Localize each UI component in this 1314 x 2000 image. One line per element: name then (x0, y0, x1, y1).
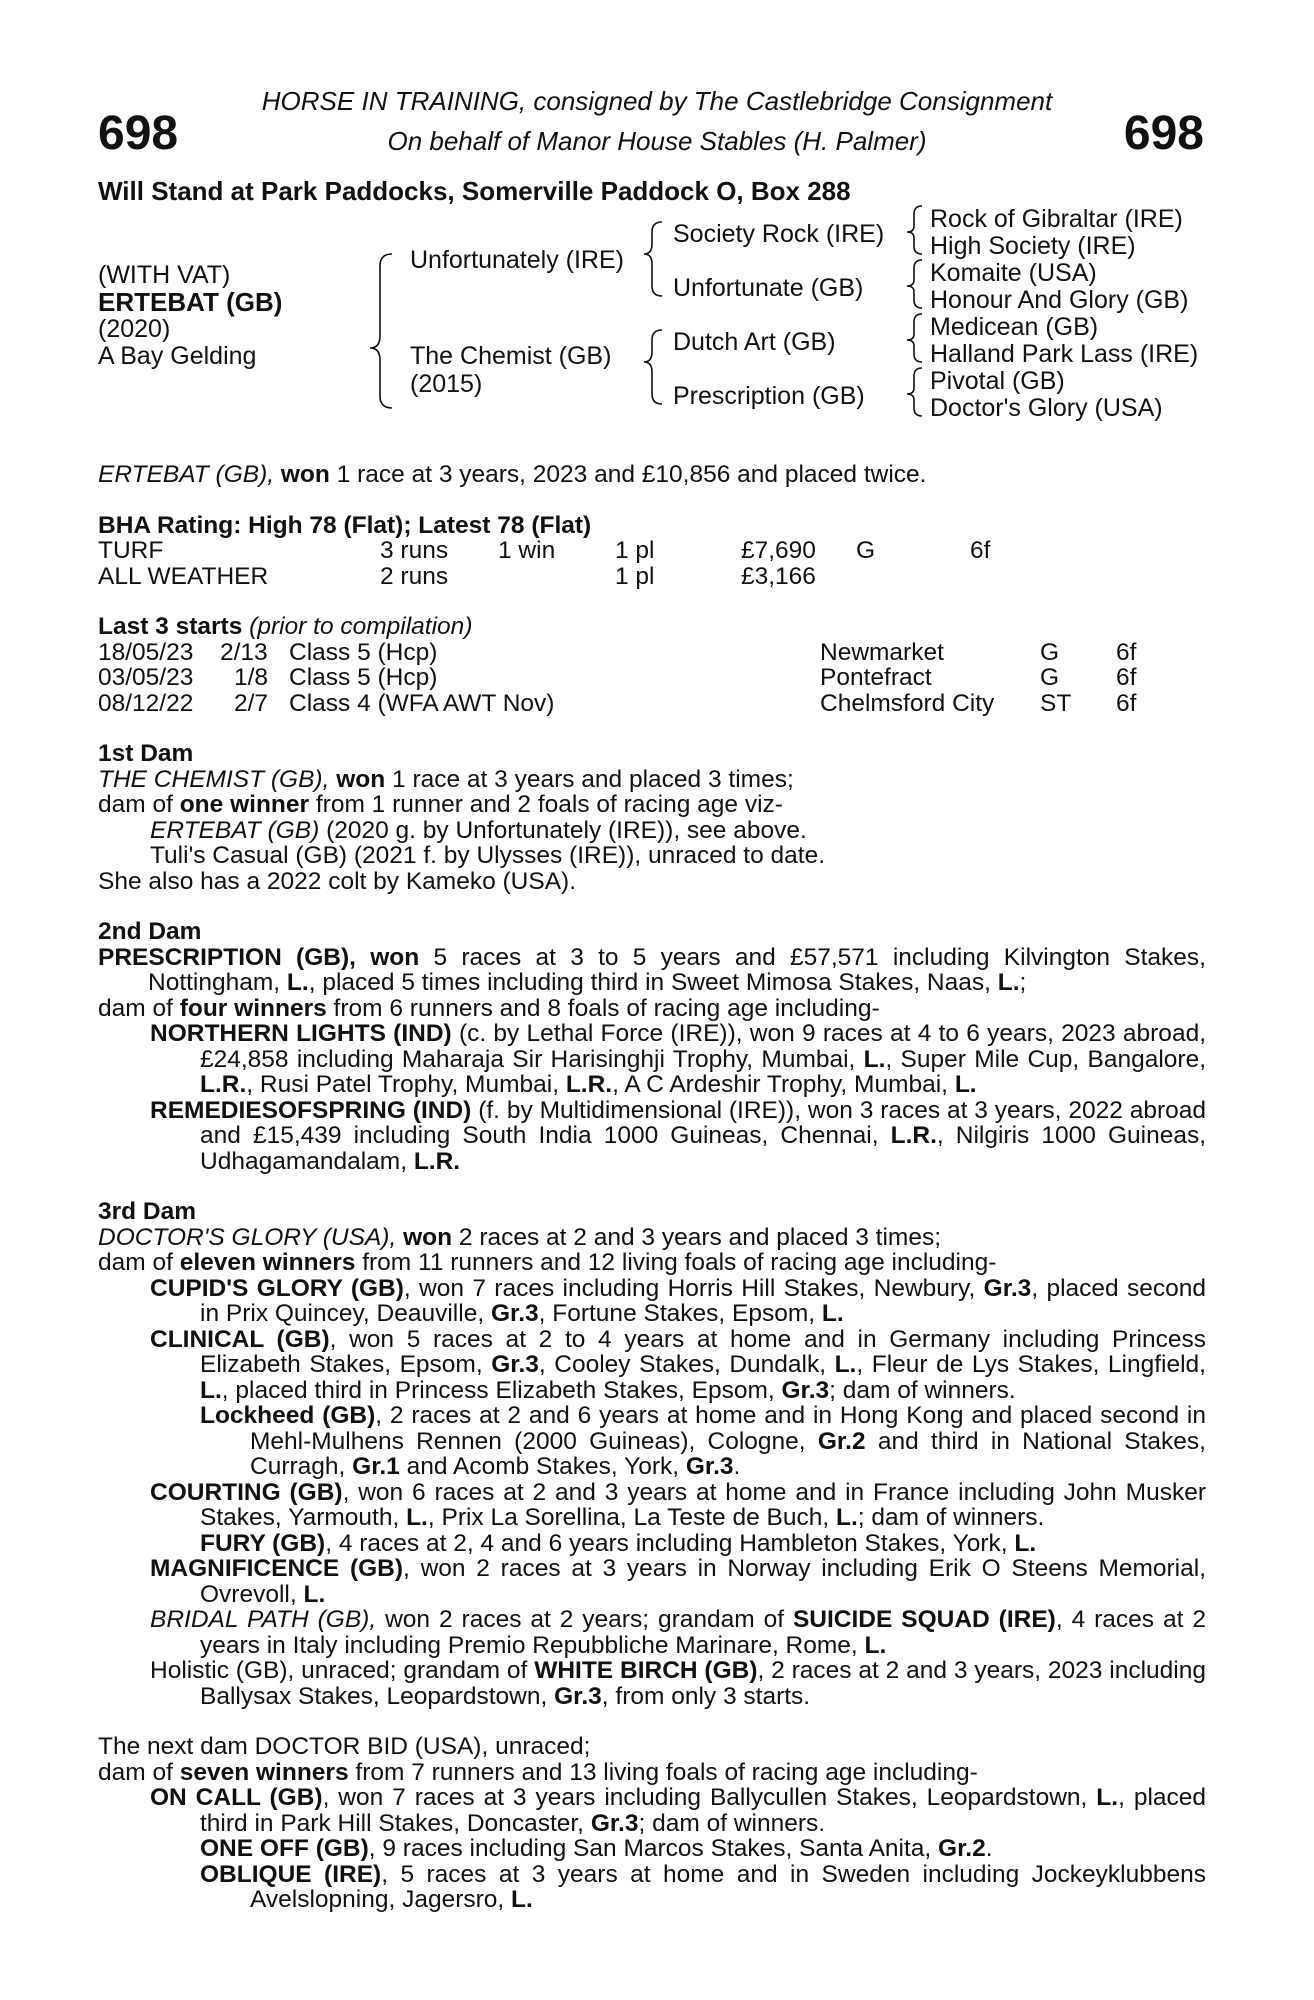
sire-name: Unfortunately (IRE) (410, 246, 624, 274)
stand-location: Will Stand at Park Paddocks, Somerville Paddock O, Box 288 (98, 176, 851, 206)
first-dam-also: She also has a 2022 colt by Kameko (USA). (98, 867, 577, 895)
consignment-line: HORSE IN TRAINING, consigned by The Castlebridge Consignment (261, 86, 1053, 116)
stats-row-all-weather: ALL WEATHER 2 runs 1 pl £3,166 (98, 562, 816, 590)
race-summary: ERTEBAT (GB), won 1 race at 3 years, 2023 and £10,856 and placed twice. (98, 461, 927, 488)
third-dam-record: DOCTOR'S GLORY (USA), won 2 races at 2 and 3 years and placed 3 times; (98, 1223, 942, 1251)
foal-entry: Tuli's Casual (GB) (2021 f. by Ulysses (IRE)), unraced to date. (150, 842, 826, 869)
offspring-entry: COURTING (GB), won 6 races at 2 and 3 years at home and in France including John Musker Stakes, Yarmouth, L., Prix La Sorellina, La Teste de Buch, L.; dam of winners. (150, 1478, 1206, 1531)
grand-offspring-entry: ONE OFF (GB), 9 races including San Marcos Stakes, Santa Anita, Gr.2. (200, 1835, 993, 1862)
gen3-ancestor: Medicean (GB) (930, 313, 1099, 341)
offspring-entry: ON CALL (GB), won 7 races at 3 years including Ballycullen Stakes, Leopardstown, L., placed third in Park Hill Stakes, Doncaster, Gr.3; dam of winners. (150, 1784, 1207, 1837)
gen3-ancestor: Doctor's Glory (USA) (930, 394, 1163, 422)
gen3-ancestor: Pivotal (GB) (930, 367, 1065, 395)
start-row: 08/12/22 2/7 Class 4 (WFA AWT Nov) Chelmsford City ST 6f (98, 689, 1137, 717)
bha-rating: BHA Rating: High 78 (Flat); Latest 78 (Flat) (98, 511, 592, 539)
gen3-ancestor: Honour And Glory (GB) (930, 286, 1189, 314)
dam-sire: Dutch Art (GB) (673, 328, 836, 356)
sire-dam: Unfortunate (GB) (673, 274, 864, 302)
lot-number-left: 698 (98, 107, 179, 160)
pedigree-table (0, 0, 1314, 430)
second-dam-record: PRESCRIPTION (GB), won 5 races at 3 to 5 years and £57,571 including Kilvington Stakes, Nottingham, L., placed 5 times including third in Sweet Mimosa Stakes, Naas, L.; (98, 943, 1206, 996)
grand-offspring-entry: FURY (GB), 4 races at 2, 4 and 6 years including Hambleton Stakes, York, L. (200, 1529, 1037, 1557)
horse-year: (2020) (98, 315, 171, 343)
offspring-entry: CLINICAL (GB), won 5 races at 2 to 4 years at home and in Germany including Princess Elizabeth Stakes, Epsom, Gr.3, Cooley Stakes, Dundalk, L., Fleur de Lys Stakes, Lingfield, L., placed third in Princess Elizabeth Stakes, Epsom, Gr.3; dam of winners. (150, 1325, 1206, 1404)
first-dam-title: 1st Dam (98, 740, 194, 767)
catalogue-text (98, 462, 1206, 1913)
gen3-ancestor: Rock of Gibraltar (IRE) (930, 205, 1183, 233)
offspring-entry: REMEDIESOFSPRING (IND) (f. by Multidimensional (IRE)), won 3 races at 3 years, 2022 abroad and £15,439 including South India 1000 Guineas, Chennai, L.R., Nilgiris 1000 Guineas, Udhagamandalam, L.R. (150, 1096, 1207, 1175)
offspring-entry: Holistic (GB), unraced; grandam of WHITE BIRCH (GB), 2 races at 2 and 3 years, 2023 including Ballysax Stakes, Leopardstown, Gr.3, from only 3 starts. (150, 1657, 1206, 1710)
horse-description: A Bay Gelding (98, 342, 257, 370)
grand-offspring-entry: Lockheed (GB), 2 races at 2 and 6 years at home and in Hong Kong and placed second in Mehl-Mulhens Rennen (2000 Guineas), Cologne, Gr.2 and third in National Stakes, Curragh, Gr.1 and Acomb Stakes, York, Gr.3. (200, 1402, 1206, 1480)
gen3-ancestor: Komaite (USA) (930, 259, 1097, 287)
foal-entry: ERTEBAT (GB) (2020 g. by Unfortunately (IRE)), see above. (150, 816, 807, 844)
start-row: 18/05/23 2/13 Class 5 (Hcp) Newmarket G 6f (98, 638, 1137, 666)
second-dam-title: 2nd Dam (98, 918, 202, 945)
dam-dam: Prescription (GB) (673, 382, 865, 410)
second-dam-produce: dam of four winners from 6 runners and 8 foals of racing age including- (98, 994, 880, 1022)
sire-sire: Society Rock (IRE) (673, 220, 885, 248)
offspring-entry: CUPID'S GLORY (GB), won 7 races including Horris Hill Stakes, Newbury, Gr.3, placed second in Prix Quincey, Deauville, Gr.3, Fortune Stakes, Epsom, L. (150, 1274, 1207, 1327)
third-dam-title: 3rd Dam (98, 1198, 197, 1225)
offspring-entry: NORTHERN LIGHTS (IND) (c. by Lethal Force (IRE)), won 9 races at 4 to 6 years, 2023 abroad, £24,858 including Maharaja Sir Harisinghji Trophy, Mumbai, L., Super Mile Cup, Bangalore, L.R., Rusi Patel Trophy, Mumbai, L.R., A C Ardeshir Trophy, Mumbai, L. (150, 1020, 1207, 1098)
gen3-ancestor: High Society (IRE) (930, 232, 1136, 260)
vendor-line: On behalf of Manor House Stables (H. Palmer) (387, 126, 927, 156)
dam-name: The Chemist (GB) (410, 342, 612, 370)
third-dam-produce: dam of eleven winners from 11 runners and 12 living foals of racing age including- (98, 1249, 997, 1276)
vat-note: (WITH VAT) (98, 261, 231, 289)
start-row: 03/05/23 1/8 Class 5 (Hcp) Pontefract G 6f (98, 664, 1137, 691)
grand-offspring-entry: OBLIQUE (IRE), 5 races at 3 years at home and in Sweden including Jockeyklubbens Avelslopning, Jagersro, L. (200, 1860, 1206, 1913)
last-starts-title: Last 3 starts (prior to compilation) (98, 613, 473, 640)
offspring-entry: BRIDAL PATH (GB), won 2 races at 2 years; grandam of SUICIDE SQUAD (IRE), 4 races at 2 years in Italy including Premio Repubbliche Marinare, Rome, L. (150, 1606, 1206, 1659)
next-dam-record: The next dam DOCTOR BID (USA), unraced; (98, 1733, 591, 1760)
offspring-entry: MAGNIFICENCE (GB), won 2 races at 3 years in Norway including Erik O Steens Memorial, Ovrevoll, L. (150, 1555, 1207, 1608)
stats-row-turf: TURF 3 runs 1 win 1 pl £7,690 G 6f (98, 537, 991, 564)
next-dam-produce: dam of seven winners from 7 runners and 13 living foals of racing age including- (98, 1758, 978, 1786)
first-dam-record: THE CHEMIST (GB), won 1 race at 3 years and placed 3 times; (98, 765, 794, 793)
dam-year: (2015) (410, 370, 483, 398)
horse-name: ERTEBAT (GB) (98, 287, 283, 317)
gen3-ancestor: Halland Park Lass (IRE) (930, 340, 1199, 368)
lot-number-right: 698 (1123, 107, 1204, 160)
first-dam-produce: dam of one winner from 1 runner and 2 foals of racing age viz- (98, 791, 783, 818)
